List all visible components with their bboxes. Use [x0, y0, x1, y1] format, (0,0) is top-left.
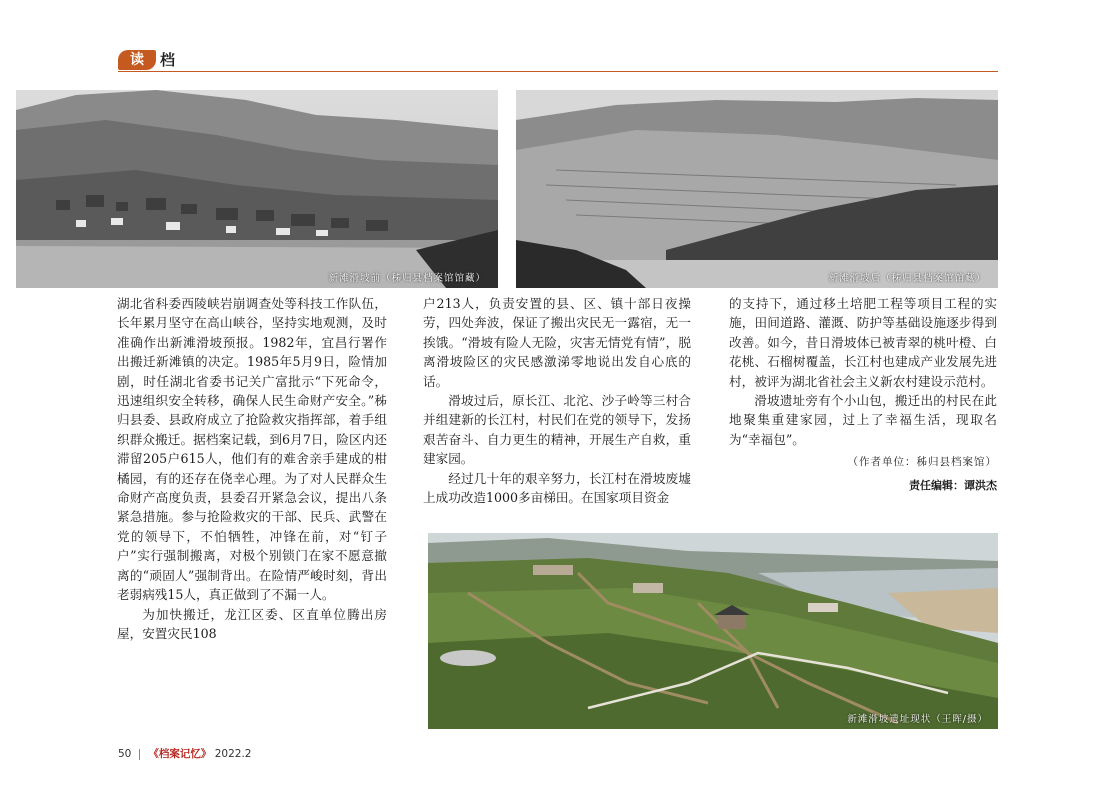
page-header	[118, 50, 998, 70]
photo-before-landslide	[16, 90, 498, 288]
responsible-editor: 责任编辑：谭洪杰	[909, 478, 997, 492]
page-footer	[118, 746, 251, 761]
page-number: 50	[118, 748, 132, 760]
author-affiliation: （作者单位：秭归县档案馆）	[847, 456, 997, 469]
section-title: 档	[160, 51, 176, 69]
paragraph: 滑坡遗址旁有个小山包，搬迁出的村民在此地聚集重建家园，过上了幸福生活，现取名为“幸福包”。	[729, 393, 997, 447]
photo-caption: 新滩滑坡前（秭归县档案馆馆藏）	[328, 273, 486, 284]
paragraph: 为加快搬迁，龙江区委、区直单位腾出房屋，安置灾民108	[117, 606, 387, 641]
journal-name: 《档案记忆》	[148, 748, 212, 760]
photo-landslide-site-today	[428, 533, 998, 729]
paragraph: 经过几十年的艰辛努力，长江村在滑坡废墟上成功改造1000多亩梯田。在国家项目资金	[423, 470, 691, 506]
photo-after-landslide	[516, 90, 998, 288]
paragraph: 户213人，负责安置的县、区、镇十部日夜操劳，四处奔波，保证了搬出灾民无一露宿，无一挨饿。“滑坡有险人无险，灾害无情党有情”，脱离滑坡险区的灾民感激涕零地说出发自心底的话。	[423, 296, 691, 389]
section-badge: 读	[118, 50, 156, 70]
paragraph: 的支持下，通过移土培肥工程等项目工程的实施，田间道路、灌溉、防护等基础设施逐步得到改善。如今，昔日滑坡体已被青翠的桃叶橙、白花桃、石榴树覆盖，长江村也建成产业发展先进村，被评为湖北省社会主义新农村建设示范村。	[729, 296, 997, 389]
footer-separator	[139, 749, 140, 760]
photo-caption: 新滩滑坡后（秭归县档案馆馆藏）	[828, 273, 986, 284]
photo-caption: 新滩滑坡遗址现状（王晖/摄）	[847, 714, 988, 725]
text-column-1	[117, 294, 387, 643]
paragraph: 湖北省科委西陵峡岩崩调查处等科技工作队伍，长年累月坚守在高山峡谷，坚持实地观测，及时准确作出新滩滑坡预报。1982年，宜昌行署作出搬迁新滩镇的决定。1985年5月9日，险情加剧，时任湖北省委书记关广富批示“下死命令，迅速组织安全转移，确保人民生命财产安全。”秭归县委、县政府成立了抢险救灾指挥部，着手组织群众搬迁。据档案记载，到6月7日，险区内还滞留205户615人，他们有的难舍亲手建成的柑橘园，有的还存在侥幸心理。为了对人民群众生命财产高度负责，县委召开紧急会议，提出八条紧急措施。参与抢险救灾的干部、民兵、武警在党的领导下，不怕牺牲，冲锋在前，对“钉子户”实行强制搬离，对极个别锁门在家不愿意撤离的“顽固人”强制背出。在险情严峻时刻，背出老弱病残15人，真正做到了不漏一人。	[117, 296, 387, 603]
text-column-3	[729, 294, 997, 495]
paragraph: 滑坡过后，原长江、北沱、沙子岭等三村合并组建新的长江村，村民们在党的领导下，发扬艰苦奋斗、自力更生的精神，开展生产自救，重建家园。	[423, 393, 691, 467]
journal-issue: 2022.2	[214, 748, 252, 760]
header-rule	[118, 71, 998, 72]
text-column-2	[423, 294, 691, 507]
